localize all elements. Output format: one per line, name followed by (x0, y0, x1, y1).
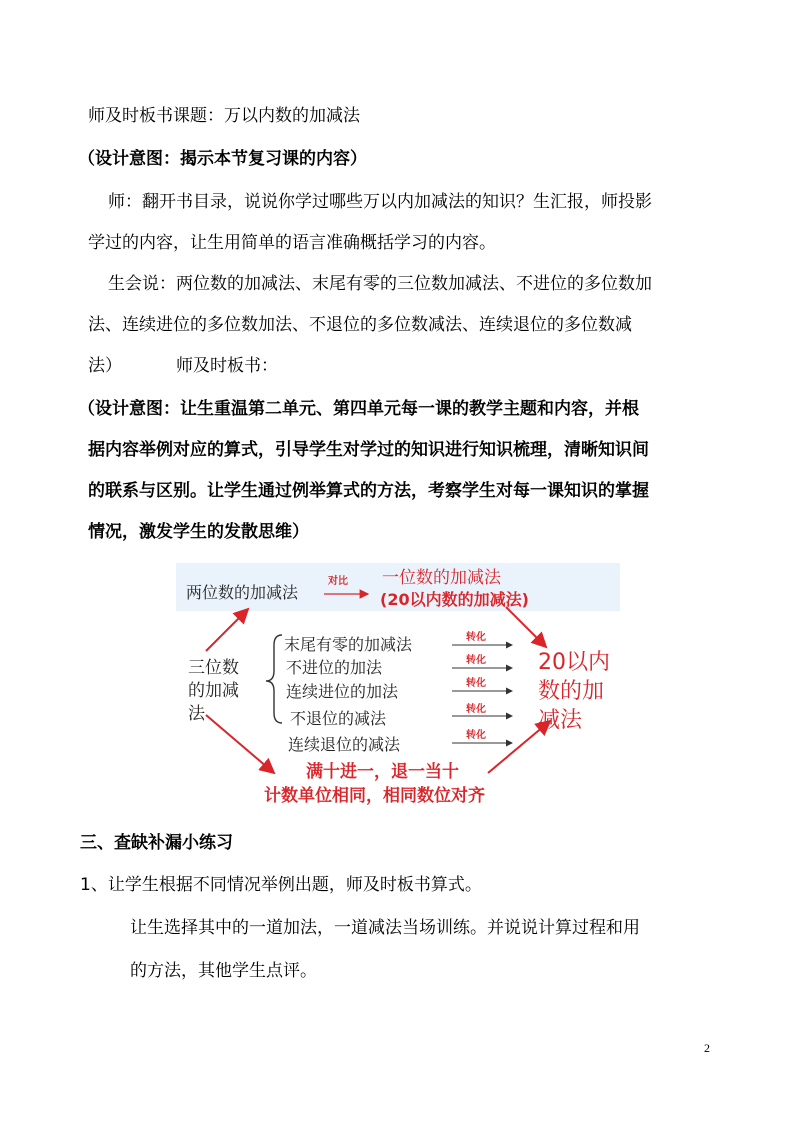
three-digit-label-1: 三位数 (188, 658, 239, 678)
paragraph-2-line-2: 法、连续进位的多位数加法、不退位的多位数减法、连续退位的多位数减 (88, 315, 632, 335)
design-intent-2-line-3: 的联系与区别。让学生通过例举算式的方法，考察学生对每一课知识的掌握 (88, 481, 649, 501)
three-digit-label-2: 的加减 (188, 681, 239, 701)
design-intent-2-line-2: 据内容举例对应的算式，引导学生对学过的知识进行知识梳理，清晰知识间 (88, 440, 649, 460)
within20-paren-label: (20以内数的加减法) (380, 590, 529, 609)
arrow-three-to-two (206, 609, 248, 651)
within20-label-3: 减法 (538, 708, 583, 733)
rule-line-1: 满十进一，退一当十 (306, 762, 459, 782)
section-three-heading: 三、查缺补漏小练习 (80, 833, 233, 853)
board-title-line: 师及时板书课题：万以内数的加减法 (88, 106, 360, 126)
three-digit-label-3: 法 (188, 704, 205, 724)
transform-label-5: 转化 (466, 730, 486, 741)
item-1-line-3: 的方法，其他学生点评。 (130, 961, 317, 981)
item-1-line-2: 让生选择其中的一道加法，一道减法当场训练。并说说计算过程和用 (130, 918, 640, 938)
knowledge-diagram (176, 563, 620, 813)
paragraph-1-line-1: 师：翻开书目录，说说你学过哪些万以内加减法的知识？生汇报，师投影 (108, 192, 652, 212)
rule-line-2: 计数单位相同，相同数位对齐 (264, 786, 485, 806)
compare-label: 对比 (328, 576, 348, 587)
transform-label-4: 转化 (466, 704, 486, 715)
transform-label-3: 转化 (466, 678, 486, 689)
design-intent-1: （设计意图：揭示本节复习课的内容） (78, 149, 367, 169)
brace (266, 635, 282, 723)
design-intent-2-line-4: 情况，激发学生的发散思维） (88, 522, 309, 542)
paragraph-2-line-3: 法） (88, 356, 122, 376)
within20-label-2: 数的加 (538, 679, 605, 704)
arrow-three-to-rule (206, 715, 274, 773)
one-digit-label: 一位数的加减法 (382, 568, 501, 588)
two-digit-label: 两位数的加减法 (186, 583, 299, 602)
paragraph-2-line-1: 生会说：两位数的加减法、末尾有零的三位数加减法、不进位的多位数加 (108, 274, 652, 294)
item-continuous-carry-add: 连续进位的加法 (286, 682, 399, 701)
item-1-line-1: 1、让学生根据不同情况举例出题，师及时板书算式。 (80, 875, 482, 895)
design-intent-2-line-1: （设计意图：让生重温第二单元、第四单元每一课的教学主题和内容，并根 (78, 399, 639, 419)
item-no-borrow-sub: 不退位的减法 (290, 709, 387, 728)
item-continuous-borrow-sub: 连续退位的减法 (288, 735, 401, 754)
arrow-one-to-within20 (506, 607, 546, 647)
transform-label-2: 转化 (466, 655, 486, 666)
within20-label-1: 20以内 (538, 650, 610, 675)
paragraph-2-board-note: 师及时板书： (176, 356, 278, 376)
item-trailing-zero: 末尾有零的加减法 (284, 635, 413, 654)
item-no-carry-add: 不进位的加法 (286, 658, 383, 677)
page-number: 2 (704, 1041, 710, 1055)
paragraph-1-line-2: 学过的内容，让生用简单的语言准确概括学习的内容。 (88, 233, 496, 253)
transform-label-1: 转化 (466, 632, 486, 643)
